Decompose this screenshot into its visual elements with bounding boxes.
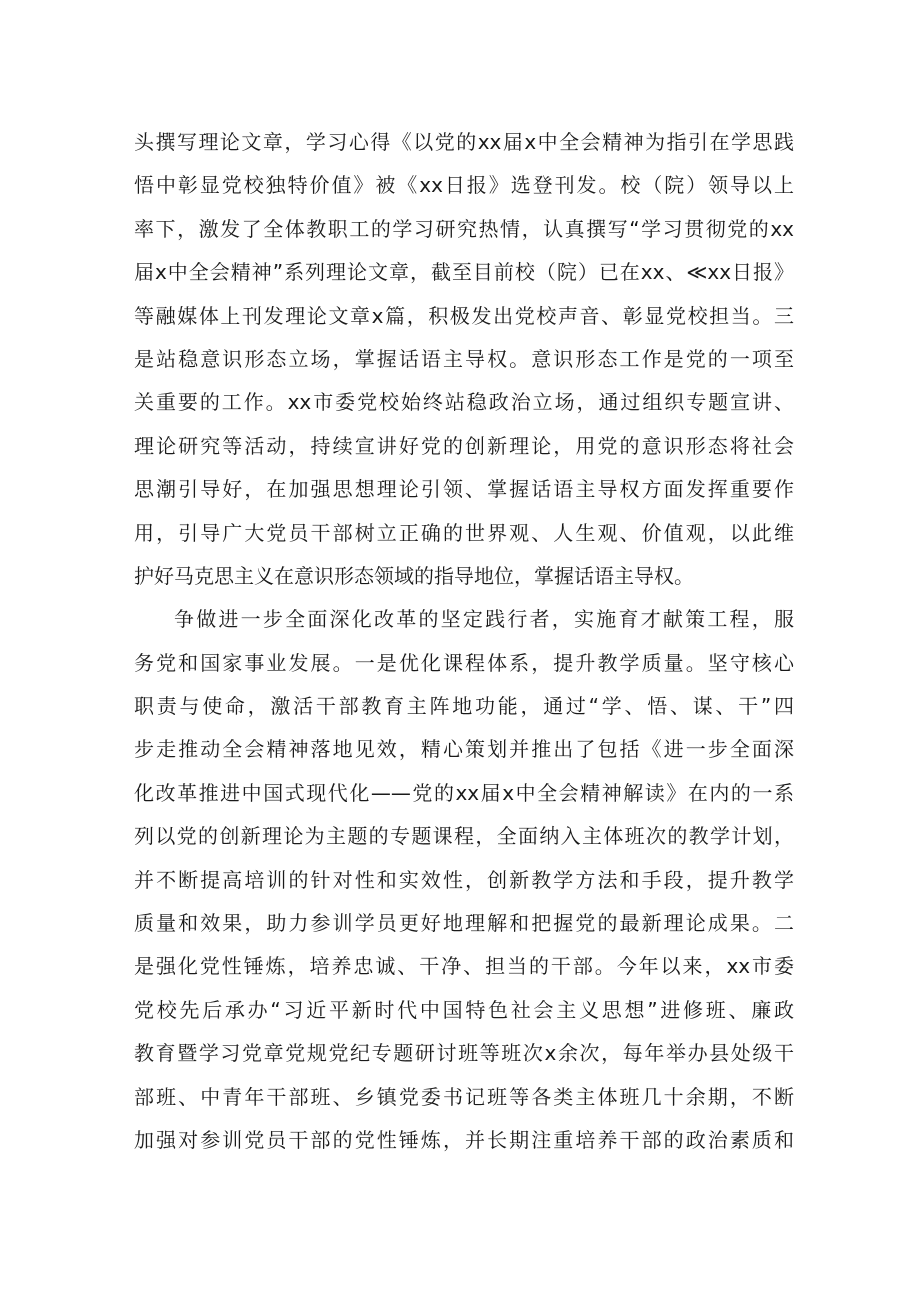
paragraph-2 bbox=[134, 598, 794, 1162]
text-line: 率下，激发了全体教职工的学习研究热情，认真撰写“学习贯彻党的xx bbox=[134, 216, 794, 241]
document-body bbox=[134, 121, 794, 1162]
text-line: 用，引导广大党员干部树立正确的世界观、人生观、价值观，以此维 bbox=[134, 520, 794, 545]
text-line: 部班、中青年干部班、乡镇党委书记班等各类主体班几十余期，不断 bbox=[134, 1084, 794, 1109]
text-line: 届x中全会精神”系列理论文章，截至目前校（院）已在xx、≪xx日报》 bbox=[134, 260, 794, 285]
text-line: 党校先后承办“习近平新时代中国特色社会主义思想”进修班、廉政 bbox=[134, 997, 794, 1022]
text-line: 是站稳意识形态立场，掌握话语主导权。意识形态工作是党的一项至 bbox=[134, 346, 794, 371]
text-line: 等融媒体上刊发理论文章x篇，积极发出党校声音、彰显党校担当。三 bbox=[134, 303, 794, 328]
text-line: 列以党的创新理论为主题的专题课程，全面纳入主体班次的教学计划， bbox=[134, 824, 794, 849]
text-line: 质量和效果，助力参训学员更好地理解和把握党的最新理论成果。二 bbox=[134, 911, 794, 936]
text-line: 加强对参训党员干部的党性锤炼，并长期注重培养干部的政治素质和 bbox=[134, 1127, 794, 1152]
text-line: 思潮引导好，在加强思想理论引领、掌握话语主导权方面发挥重要作 bbox=[134, 477, 794, 502]
text-line: 理论研究等活动，持续宣讲好党的创新理论，用党的意识形态将社会 bbox=[134, 433, 794, 458]
text-line: 是强化党性锤炼，培养忠诚、干净、担当的干部。今年以来，xx市委 bbox=[134, 954, 794, 979]
text-line: 争做进一步全面深化改革的坚定践行者，实施育才献策工程，服 bbox=[174, 607, 794, 632]
text-line: 步走推动全会精神落地见效，精心策划并推出了包括《进一步全面深 bbox=[134, 737, 794, 762]
paragraph-1 bbox=[134, 121, 794, 598]
text-line: 务党和国家事业发展。一是优化课程体系，提升教学质量。坚守核心 bbox=[134, 650, 794, 675]
text-line: 化改革推进中国式现代化——党的xx届x中全会精神解读》在内的一系 bbox=[134, 780, 794, 805]
text-line: 职责与使命，激活干部教育主阵地功能，通过“学、悟、谋、干”四 bbox=[134, 694, 794, 719]
text-line: 教育暨学习党章党规党纪专题研讨班等班次x余次，每年举办县处级干 bbox=[134, 1041, 794, 1066]
text-line: 护好马克思主义在意识形态领域的指导地位，掌握话语主导权。 bbox=[134, 563, 694, 588]
text-line: 头撰写理论文章，学习心得《以党的xx届x中全会精神为指引在学思践 bbox=[134, 130, 794, 154]
text-line: 关重要的工作。xx市委党校始终站稳政治立场，通过组织专题宣讲、 bbox=[134, 390, 794, 415]
text-line: 并不断提高培训的针对性和实效性，创新教学方法和手段，提升教学 bbox=[134, 867, 794, 892]
text-line: 悟中彰显党校独特价值》被《xx日报》选登刊发。校（院）领导以上 bbox=[134, 173, 794, 198]
